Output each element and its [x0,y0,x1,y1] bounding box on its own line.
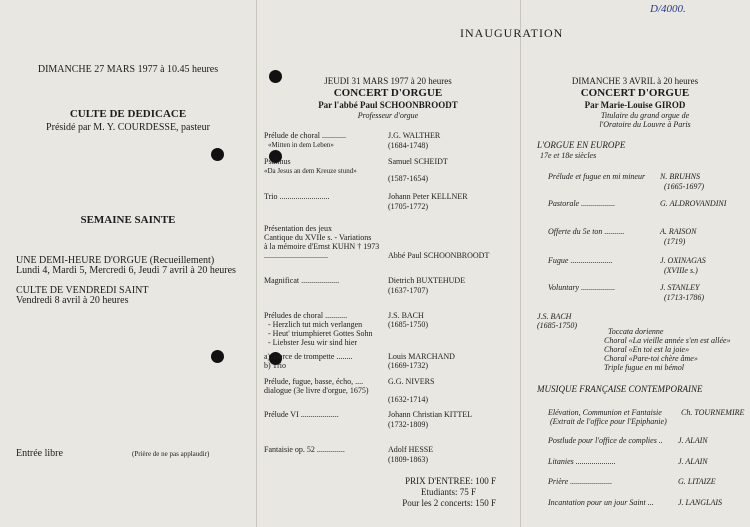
program-item-dates: (1665-1697) [664,182,704,191]
program-item-title: Litanies .................... [548,457,616,466]
section-heading: MUSIQUE FRANÇAISE CONTEMPORAINE [537,384,703,394]
right-concert-title: CONCERT D'ORGUE [580,87,690,99]
program-item-composer: Louis MARCHAND [388,352,455,361]
program-item-title: Préludes de choral ........... [264,311,348,320]
program-item-subtitle: b) Trio [264,361,287,370]
program-item-title: Trio ......................... [264,192,330,201]
inauguration-title: INAUGURATION [460,26,564,40]
demi-heure-dates: Lundi 4, Mardi 5, Mercredi 6, Jeudi 7 avril à 20 heures [16,265,236,276]
middle-performer: Par l'abbé Paul SCHOONBROODT [318,100,458,110]
program-item-composer: J.S. BACH [388,311,424,320]
right-performer-role: l'Oratoire du Louvre à Paris [599,120,691,129]
program-item-title: Psalmus [264,157,291,166]
program-item-title: Postlude pour l'office de complies .. [548,436,663,445]
program-item-composer: N. BRUHNS [660,172,700,181]
program-item-dates: (1705-1772) [388,202,428,211]
program-item-subtitle: dialogue (3e livre d'orgue, 1675) [264,386,369,395]
program-item-subtitle: «Da Jesus an dem Kreuze stund» [264,167,357,175]
price-etudiants: Etudiants: 75 F [420,487,476,497]
program-item-dates: (XVIIIe s.) [664,266,698,275]
vendredi-date: Vendredi 8 avril à 20 heures [16,295,129,306]
program-item-title: Présentation des jeux [264,224,332,233]
program-item-title: Voluntary ................. [548,283,616,292]
right-performer-role: Titulaire du grand orgue de [600,111,690,120]
program-item-subtitle: - Herzlich tut mich verlangen [268,320,363,329]
program-item-composer: Dietrich BUXTEHUDE [388,276,466,285]
program-item-dates: (1732-1809) [388,420,428,429]
middle-concert-title: CONCERT D'ORGUE [333,87,443,99]
program-item-title: Prélude de choral ............ [264,131,346,140]
program-item-composer: J. STANLEY [660,283,700,292]
program-item-dates: (1713-1786) [664,293,704,302]
bach-dates: (1685-1750) [537,321,577,330]
program-item-composer: Adolf HESSE [388,445,434,454]
program-item-title: Fantaisie op. 52 .............. [264,445,345,454]
program-item-composer: J. OXINAGAS [660,256,706,265]
dedicace-date: DIMANCHE 27 MARS 1977 à 10.45 heures [37,64,219,75]
semaine-sainte-title: SEMAINE SAINTE [80,214,176,226]
program-item-composer: Ch. TOURNEMIRE [681,408,745,417]
punch-hole [211,350,224,363]
middle-date: JEUDI 31 MARS 1977 à 20 heures [324,76,452,86]
program-item-subtitle: à la mémoire d'Ernst KUHN † 1973 [264,242,380,251]
program-item-composer: J.G. WALTHER [388,131,441,140]
bach-heading: J.S. BACH [537,312,572,321]
program-item-dates: (1669-1732) [388,361,428,370]
right-performer: Par Marie-Louise GIROD [584,100,686,110]
program-item-title: Fugue ..................... [548,256,613,265]
program-item-composer: J. ALAIN [678,436,708,445]
program-item-title: Pastorale ................. [548,199,616,208]
program-item-dates: (1637-1707) [388,286,428,295]
program-item-subtitle: (Extrait de l'office pour l'Epiphanie) [550,417,667,426]
handwritten-reference: D/4000. [650,3,686,15]
bach-work: Choral «Pare-toi chère âme» [604,354,698,363]
program-item-subtitle: - Liebster Jesu wir sind hier [268,338,358,347]
program-item-title: Prière ..................... [548,477,613,486]
program-item-title: a) Tierce de trompette ........ [264,352,353,361]
program-item-dates: (1809-1863) [388,455,428,464]
bach-work: Toccata dorienne [608,327,664,336]
program-item-composer: J. LANGLAIS [678,498,722,507]
program-item-composer: Abbé Paul SCHOONBROODT [388,251,490,260]
program-item-subtitle: «Mitten in dem Leben» [268,141,334,149]
program-item-title: Prélude, fugue, basse, écho, .... [264,377,364,386]
program-item-composer: A. RAISON [660,227,697,236]
program-item-composer: G. LITAIZE [678,477,716,486]
price-entree: PRIX D'ENTREE: 100 F [405,476,496,486]
program-item-subtitle: - Heut' triumphieret Gottes Sohn [268,329,373,338]
program-item-composer: G. ALDROVANDINI [660,199,727,208]
program-item-title: Incantation pour un jour Saint ... [548,498,654,507]
culte-title: CULTE DE DEDICACE [69,108,187,120]
priere-note: (Prière de ne pas applaudir) [132,450,210,458]
bach-work: Choral «En toi est la joie» [604,345,690,354]
program-item-composer: Johann Peter KELLNER [388,192,468,201]
program-item-composer: Samuel SCHEIDT [388,157,448,166]
program-item-dates: (1685-1750) [388,320,428,329]
entree-libre: Entrée libre [16,448,63,459]
section-subheading: 17e et 18e siècles [540,151,597,160]
program-item-subtitle: Cantique du XVIIe s. - Variations [264,233,372,242]
program-item-composer: Johann Christian KITTEL [388,410,472,419]
program-item-dates: (1587-1654) [388,174,428,183]
program-item-composer: G.G. NIVERS [388,377,435,386]
right-date: DIMANCHE 3 AVRIL à 20 heures [571,76,699,86]
demi-heure-title: UNE DEMI-HEURE D'ORGUE (Recueillement) [16,255,215,266]
program-item-dates: (1719) [664,237,686,246]
program-item-title: Magnificat ................... [264,276,340,285]
middle-performer-role: Professeur d'orgue [357,111,419,120]
culte-subtitle: Présidé par M. Y. COURDESSE, pasteur [46,122,210,133]
punch-hole [211,148,224,161]
vendredi-title: CULTE DE VENDREDI SAINT [16,285,149,296]
bach-work: Triple fugue en mi bémol [604,363,684,372]
price-two-concerts: Pour les 2 concerts: 150 F [402,498,496,508]
program-item-dates: (1632-1714) [388,395,428,404]
program-item-title: Offerte du 5e ton .......... [548,227,625,236]
program-item-title: Prélude et fugue en mi mineur [548,172,646,181]
program-item-leader: ................................ [264,251,328,260]
program-item-dates: (1684-1748) [388,141,428,150]
bach-work: Choral «La vieille année s'en est allée» [604,336,731,345]
program-item-title: Elévation, Communion et Fantaisie [548,408,662,417]
program-item-title: Prélude VI ................... [264,410,339,419]
section-heading: L'ORGUE EN EUROPE [537,140,626,150]
program-item-composer: J. ALAIN [678,457,708,466]
